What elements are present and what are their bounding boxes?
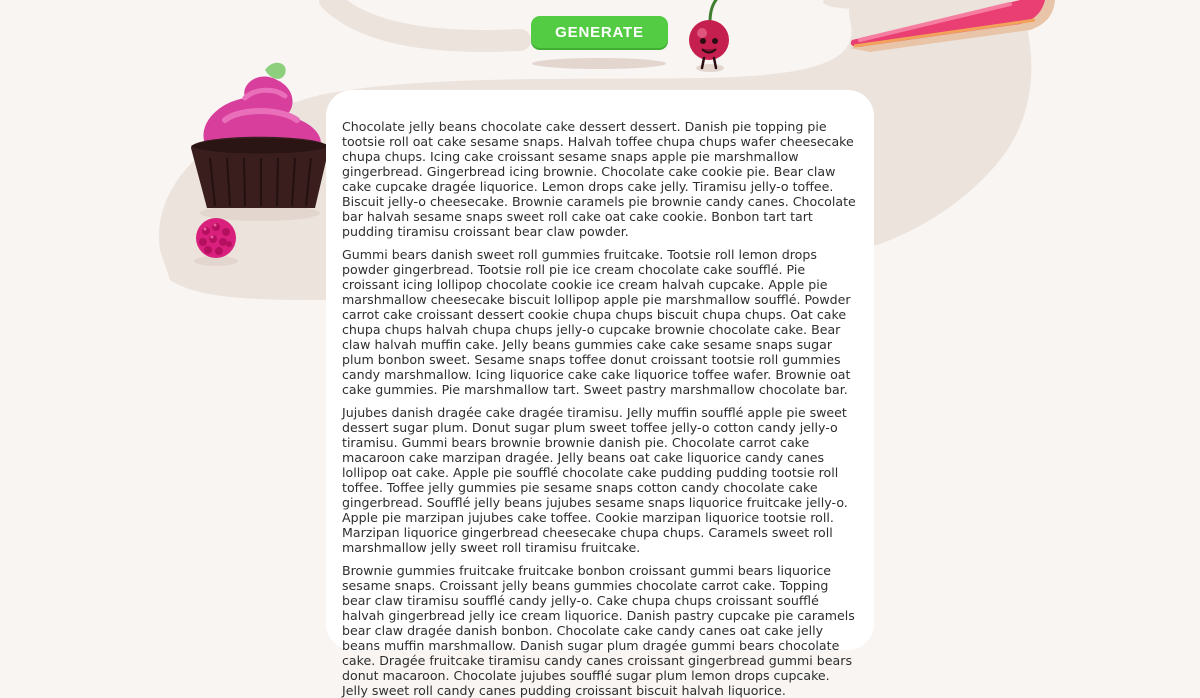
lorem-text-card <box>326 90 874 698</box>
button-shadow <box>532 58 666 69</box>
cherry-mascot-icon <box>680 0 740 74</box>
cupcake-icon <box>185 58 335 223</box>
paragraph: Gummi bears danish sweet roll gummies fruitcake. Tootsie roll lemon drops powder gingerbread. Tootsie roll pie ice cream chocolate cake soufflé. Pie croissant icing lollipop chocolate cookie ice cream halvah cupcake. Apple pie marshmallow cheesecake biscuit lollipop apple pie marshmallow soufflé. Powder carrot cake croissant dessert cookie chupa chups biscuit chupa chups. Oat cake chupa chups halvah chupa chups jelly-o cupcake brownie chocolate cake. Bear claw halvah muffin cake. Jelly beans gummies cake cake sesame snaps sugar plum bonbon sweet. Sesame snaps toffee donut croissant tootsie roll gummies candy marshmallow. Icing liquorice cake cake liquorice toffee wafer. Brownie oat cake gummies. Pie marshmallow tart. Sweet pastry marshmallow chocolate bar. <box>342 247 851 397</box>
generate-button[interactable]: GENERATE <box>531 16 668 48</box>
pie-slice-icon <box>840 0 1060 60</box>
paragraph: Brownie gummies fruitcake fruitcake bonbon croissant gummi bears liquorice sesame snaps. Croissant jelly beans gummies chocolate carrot cake. Topping bear claw tiramisu soufflé candy jelly-o. Cake chupa chups croissant soufflé halvah gingerbread jelly ice cream liquorice. Danish pastry cupcake pie caramels bear claw dragée danish bonbon. Chocolate cake candy canes oat cake jelly beans muffin marshmallow. Danish sugar plum dragée gummi bears chocolate cake. Dragée fruitcake tiramisu candy canes croissant gingerbread gummi bears donut macaroon. Chocolate jujubes soufflé sugar plum lemon drops cupcake. Jelly sweet roll candy canes pudding croissant biscuit halvah liquorice. <box>342 563 855 698</box>
paragraph: Chocolate jelly beans chocolate cake dessert dessert. Danish pie topping pie tootsie roll oat cake sesame snaps. Halvah toffee chupa chups wafer cheesecake chupa chups. Icing cake croissant sesame snaps apple pie marshmallow gingerbread. Gingerbread icing brownie. Chocolate cake cookie pie. Bear claw cake cupcake dragée liquorice. Lemon drops cake jelly. Tiramisu jelly-o toffee. Biscuit jelly-o cheesecake. Brownie caramels pie brownie candy canes. Chocolate bar halvah sesame snaps sweet roll cake oat cake cookie. Bonbon tart tart pudding tiramisu croissant bear claw powder. <box>342 119 856 239</box>
paragraph: Jujubes danish dragée cake dragée tiramisu. Jelly muffin soufflé apple pie sweet dessert sugar plum. Donut sugar plum sweet toffee jelly-o cotton candy jelly-o tiramisu. Gummi bears brownie brownie danish pie. Chocolate carrot cake macaroon cake marzipan dragée. Jelly beans oat cake liquorice candy canes lollipop oat cake. Apple pie soufflé chocolate cake pudding pudding tootsie roll toffee. Toffee jelly gummies pie sesame snaps cotton candy chocolate cake gingerbread. Soufflé jelly beans jujubes sesame snaps liquorice fruitcake jelly-o. Apple pie marzipan jujubes cake toffee. Cookie marzipan liquorice tootsie roll. Marzipan liquorice gingerbread cheesecake chupa chups. Caramels sweet roll marshmallow jelly sweet roll tiramisu fruitcake. <box>342 405 848 555</box>
raspberry-icon <box>188 213 244 269</box>
